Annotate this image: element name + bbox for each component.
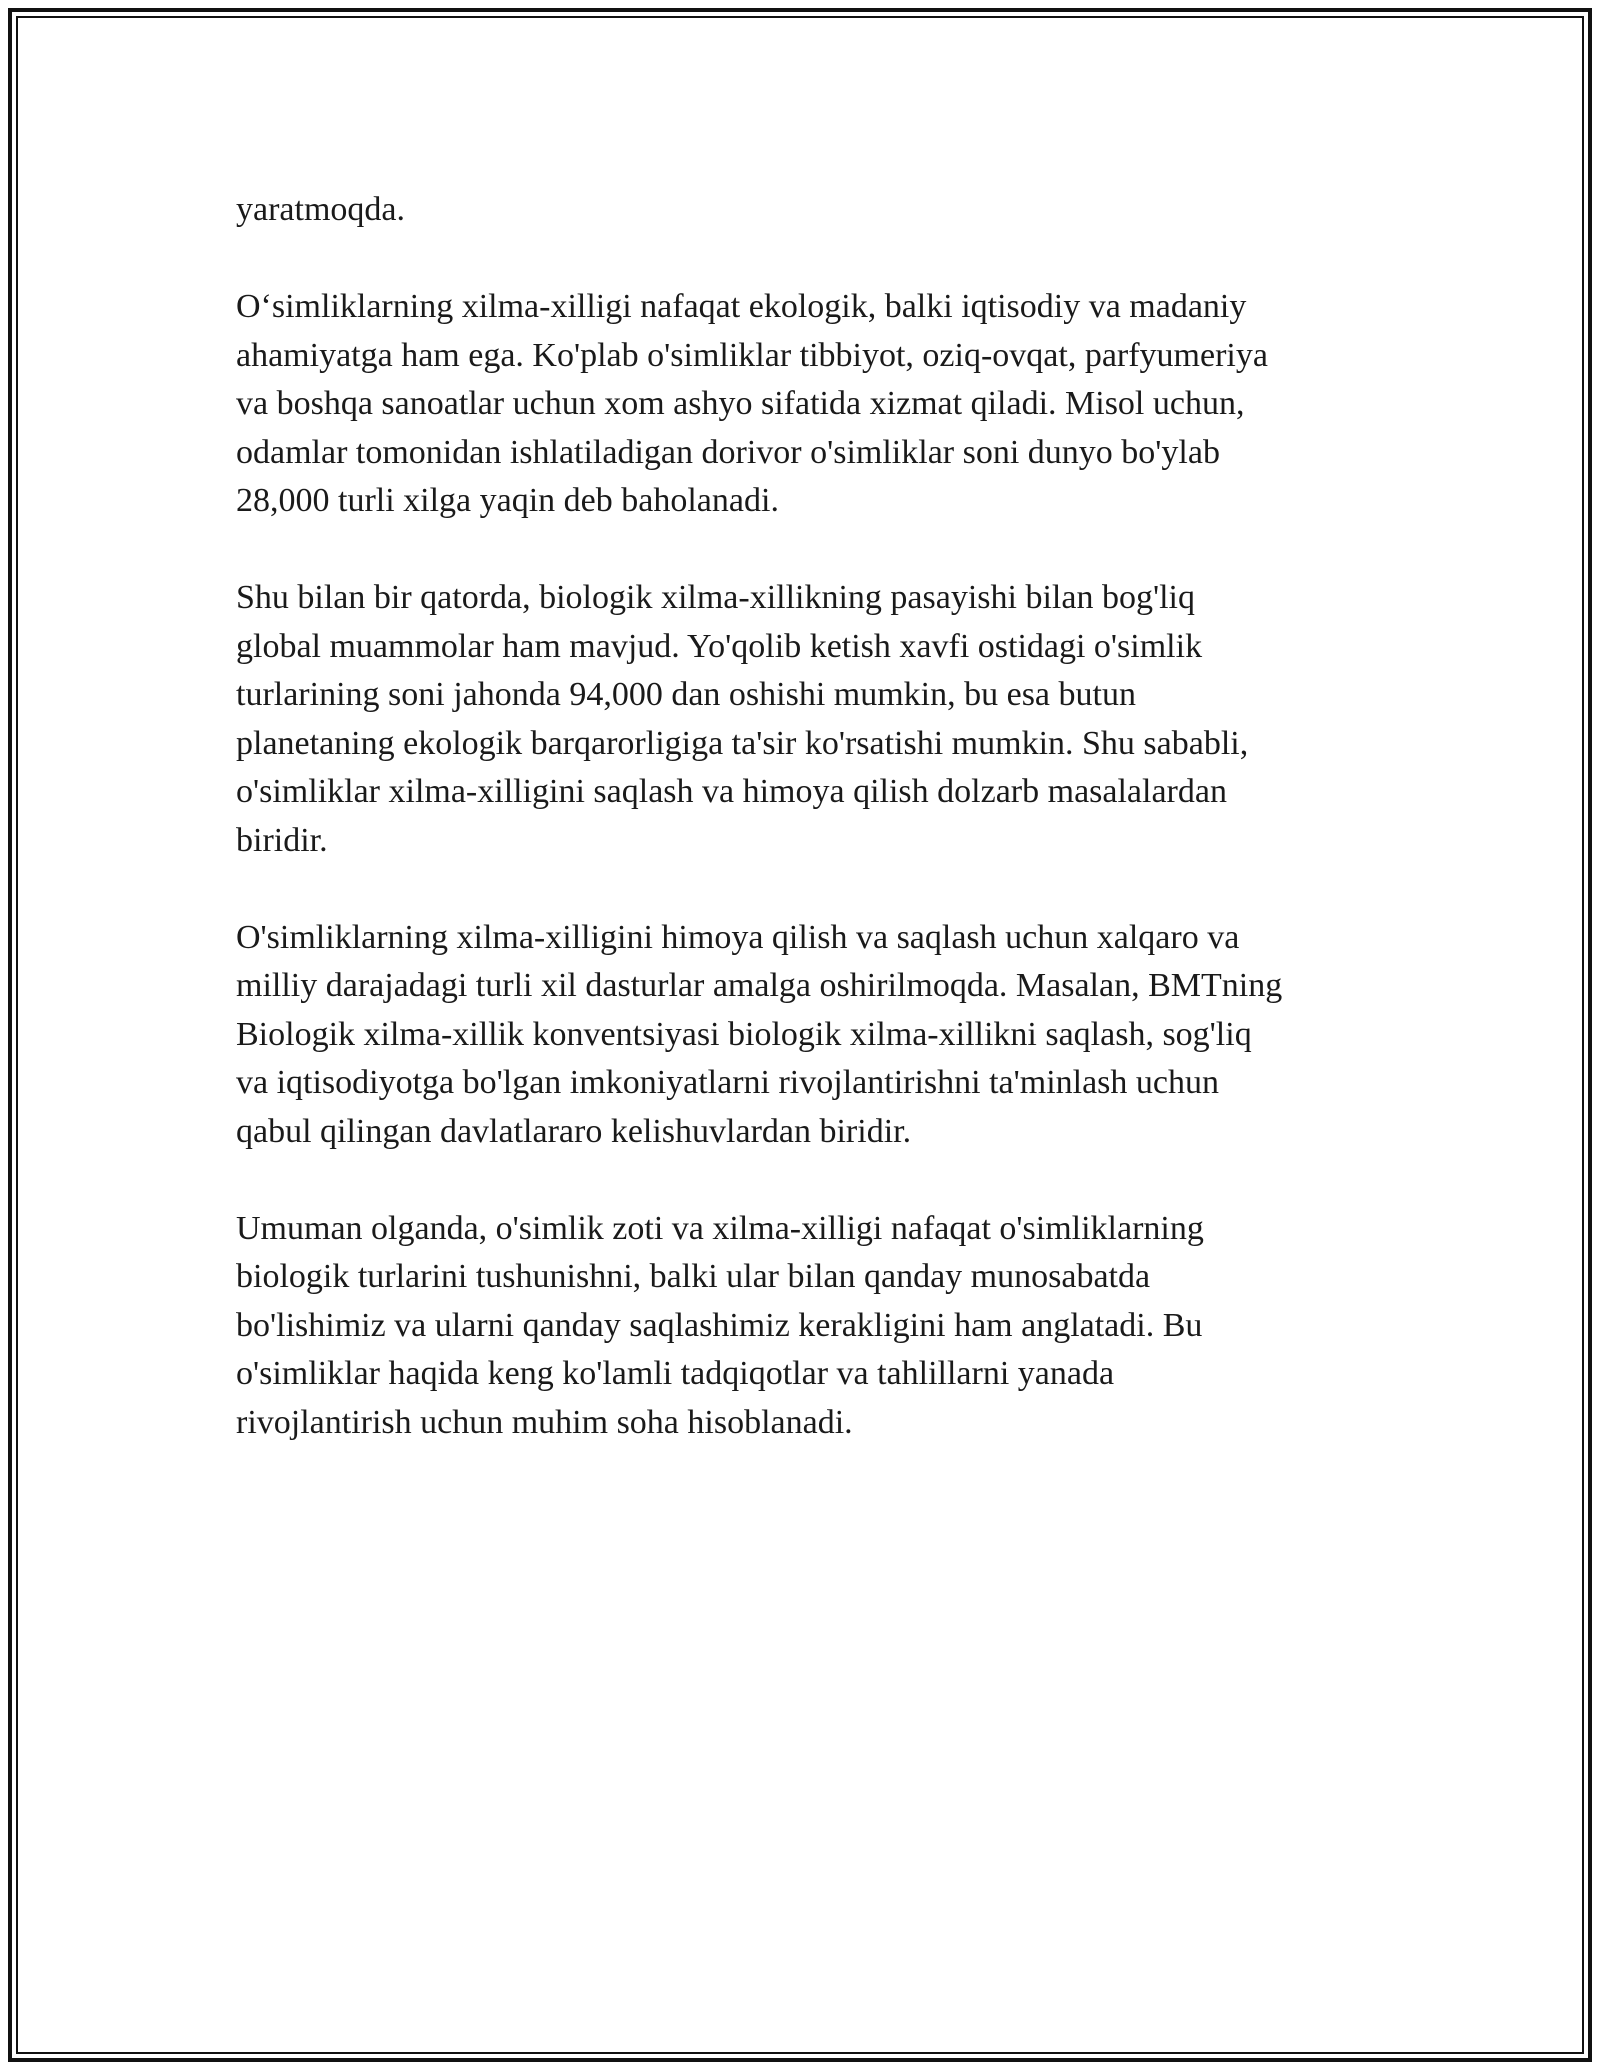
text-line: O'simliklarning xilma-xilligini himoya qilish va saqlash uchun xalqaro va [236, 918, 1240, 956]
text-line: va iqtisodiyotga bo'lgan imkoniyatlarni rivojlantirishni ta'minlash uchun [236, 1064, 1219, 1101]
document-body [236, 186, 1376, 1496]
text-line: qabul qilingan davlatlararo kelishuvlardan biridir. [236, 1112, 912, 1150]
text-line: planetaning ekologik barqarorligiga ta'sir ko'rsatishi mumkin. Shu sababli, [236, 724, 1249, 762]
text-line: Umuman olganda, o'simlik zoti va xilma-xilligi nafaqat o'simliklarning [236, 1209, 1204, 1247]
paragraph-1 [236, 186, 1376, 235]
paragraph-4 [236, 914, 1376, 1157]
text-line: Shu bilan bir qatorda, biologik xilma-xillikning pasayishi bilan bog'liq [236, 579, 1195, 616]
text-line: yaratmoqda. [236, 191, 405, 228]
text-line: odamlar tomonidan ishlatiladigan dorivor o'simliklar soni dunyo bo'ylab [236, 433, 1220, 471]
text-line: biridir. [236, 821, 328, 859]
paragraph-2 [236, 283, 1376, 526]
text-line: turlarining soni jahonda 94,000 dan oshishi mumkin, bu esa butun [236, 676, 1136, 713]
text-line: ahamiyatga ham ega. Ko'plab o'simliklar tibbiyot, oziq-ovqat, parfyumeriya [236, 336, 1268, 374]
text-line: o'simliklar xilma-xilligini saqlash va himoya qilish dolzarb masalalardan [236, 773, 1227, 810]
text-line: biologik turlarini tushunishni, balki ular bilan qanday munosabatda [236, 1258, 1151, 1295]
text-line: o'simliklar haqida keng ko'lamli tadqiqotlar va tahlillarni yanada [236, 1355, 1115, 1392]
text-line: bo'lishimiz va ularni qanday saqlashimiz kerakligini ham anglatadi. Bu [236, 1306, 1203, 1344]
text-line: 28,000 turli xilga yaqin deb baholanadi. [236, 482, 779, 519]
text-line: rivojlantirish uchun muhim soha hisoblanadi. [236, 1403, 853, 1441]
paragraph-3 [236, 574, 1376, 865]
text-line: global muammolar ham mavjud. Yo'qolib ketish xavfi ostidagi o'simlik [236, 627, 1203, 665]
text-line: va boshqa sanoatlar uchun xom ashyo sifatida xizmat qiladi. Misol uchun, [236, 385, 1245, 422]
paragraph-5 [236, 1205, 1376, 1448]
text-line: milliy darajadagi turli xil dasturlar amalga oshirilmoqda. Masalan, BMTning [236, 967, 1283, 1004]
text-line: Biologik xilma-xillik konventsiyasi biologik xilma-xillikni saqlash, sog'liq [236, 1015, 1252, 1053]
text-line: O‘simliklarning xilma-xilligi nafaqat ekologik, balki iqtisodiy va madaniy [236, 288, 1247, 325]
